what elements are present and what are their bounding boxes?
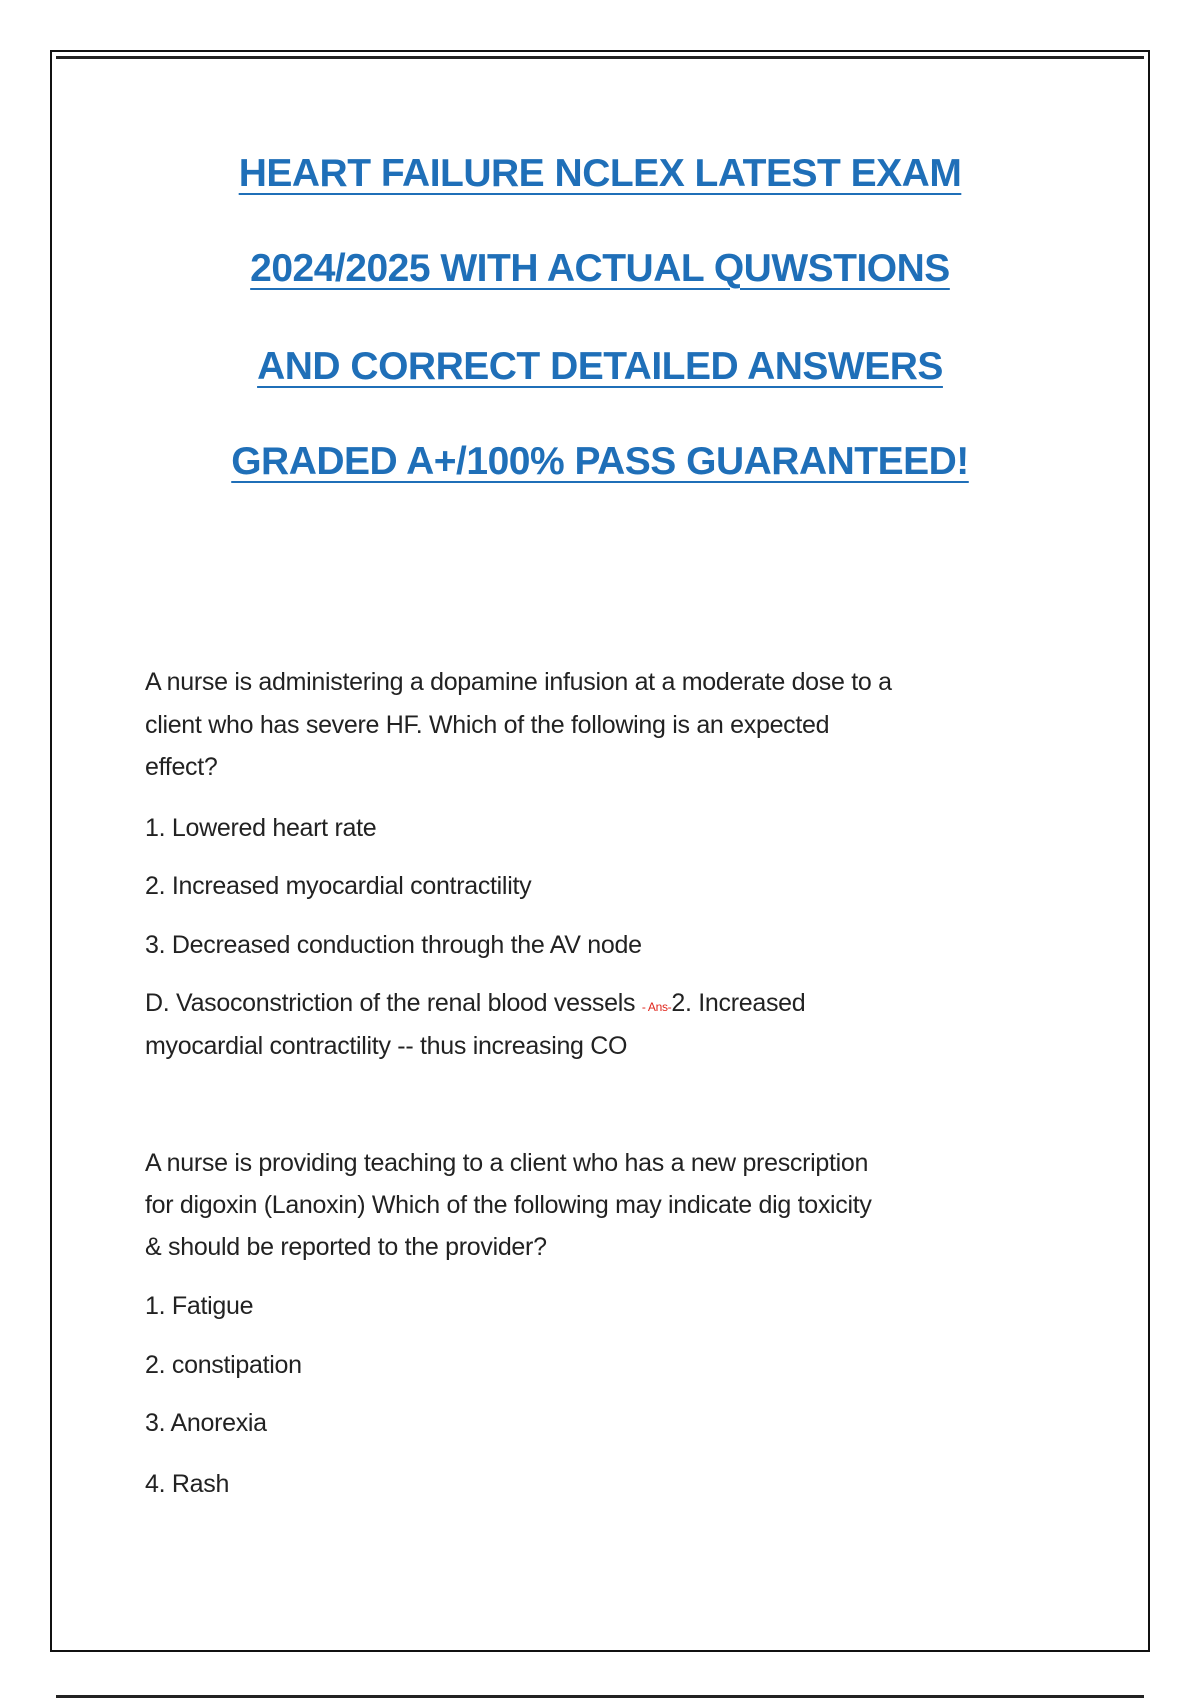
q2-option: 3. Anorexia — [145, 1409, 267, 1437]
q1-option: D. Vasoconstriction of the renal blood vessels — [145, 989, 642, 1017]
q2-option: 4. Rash — [145, 1470, 230, 1498]
next-page-rule — [56, 1695, 1144, 1698]
q1-stem: client who has severe HF. Which of the following is an expected — [145, 711, 830, 739]
q2-option: 2. constipation — [145, 1351, 302, 1379]
q1-answer: myocardial contractility -- thus increasing CO — [145, 1032, 628, 1060]
title-text: AND CORRECT DETAILED ANSWERS — [257, 345, 943, 388]
q1-stem: effect? — [145, 753, 218, 781]
q2-stem: & should be reported to the provider? — [145, 1233, 547, 1261]
title-line-4 — [0, 440, 1200, 484]
title-line-2 — [0, 247, 1200, 291]
q2-stem: for digoxin (Lanoxin) Which of the following may indicate dig toxicity — [145, 1191, 872, 1219]
q1-stem: A nurse is administering a dopamine infusion at a moderate dose to a — [145, 668, 892, 696]
header-rule — [56, 56, 1144, 59]
title-text: 2024/2025 WITH ACTUAL QUWSTIONS — [250, 247, 950, 290]
title-text: HEART FAILURE NCLEX LATEST EXAM — [238, 152, 962, 195]
q2-stem: A nurse is providing teaching to a client who has a new prescription — [145, 1149, 869, 1177]
answer-marker: - Ans- — [641, 1000, 672, 1014]
title-line-1 — [0, 152, 1200, 196]
q1-option: 2. Increased myocardial contractility — [145, 872, 532, 900]
title-line-3 — [0, 345, 1200, 389]
q1-option: 1. Lowered heart rate — [145, 814, 377, 842]
q1-option-answer — [145, 989, 805, 1018]
q1-option: 3. Decreased conduction through the AV node — [145, 931, 642, 959]
title-text: GRADED A+/100% PASS GUARANTEED! — [231, 440, 969, 483]
q1-answer: 2. Increased — [671, 989, 806, 1017]
q2-option: 1. Fatigue — [145, 1292, 254, 1320]
